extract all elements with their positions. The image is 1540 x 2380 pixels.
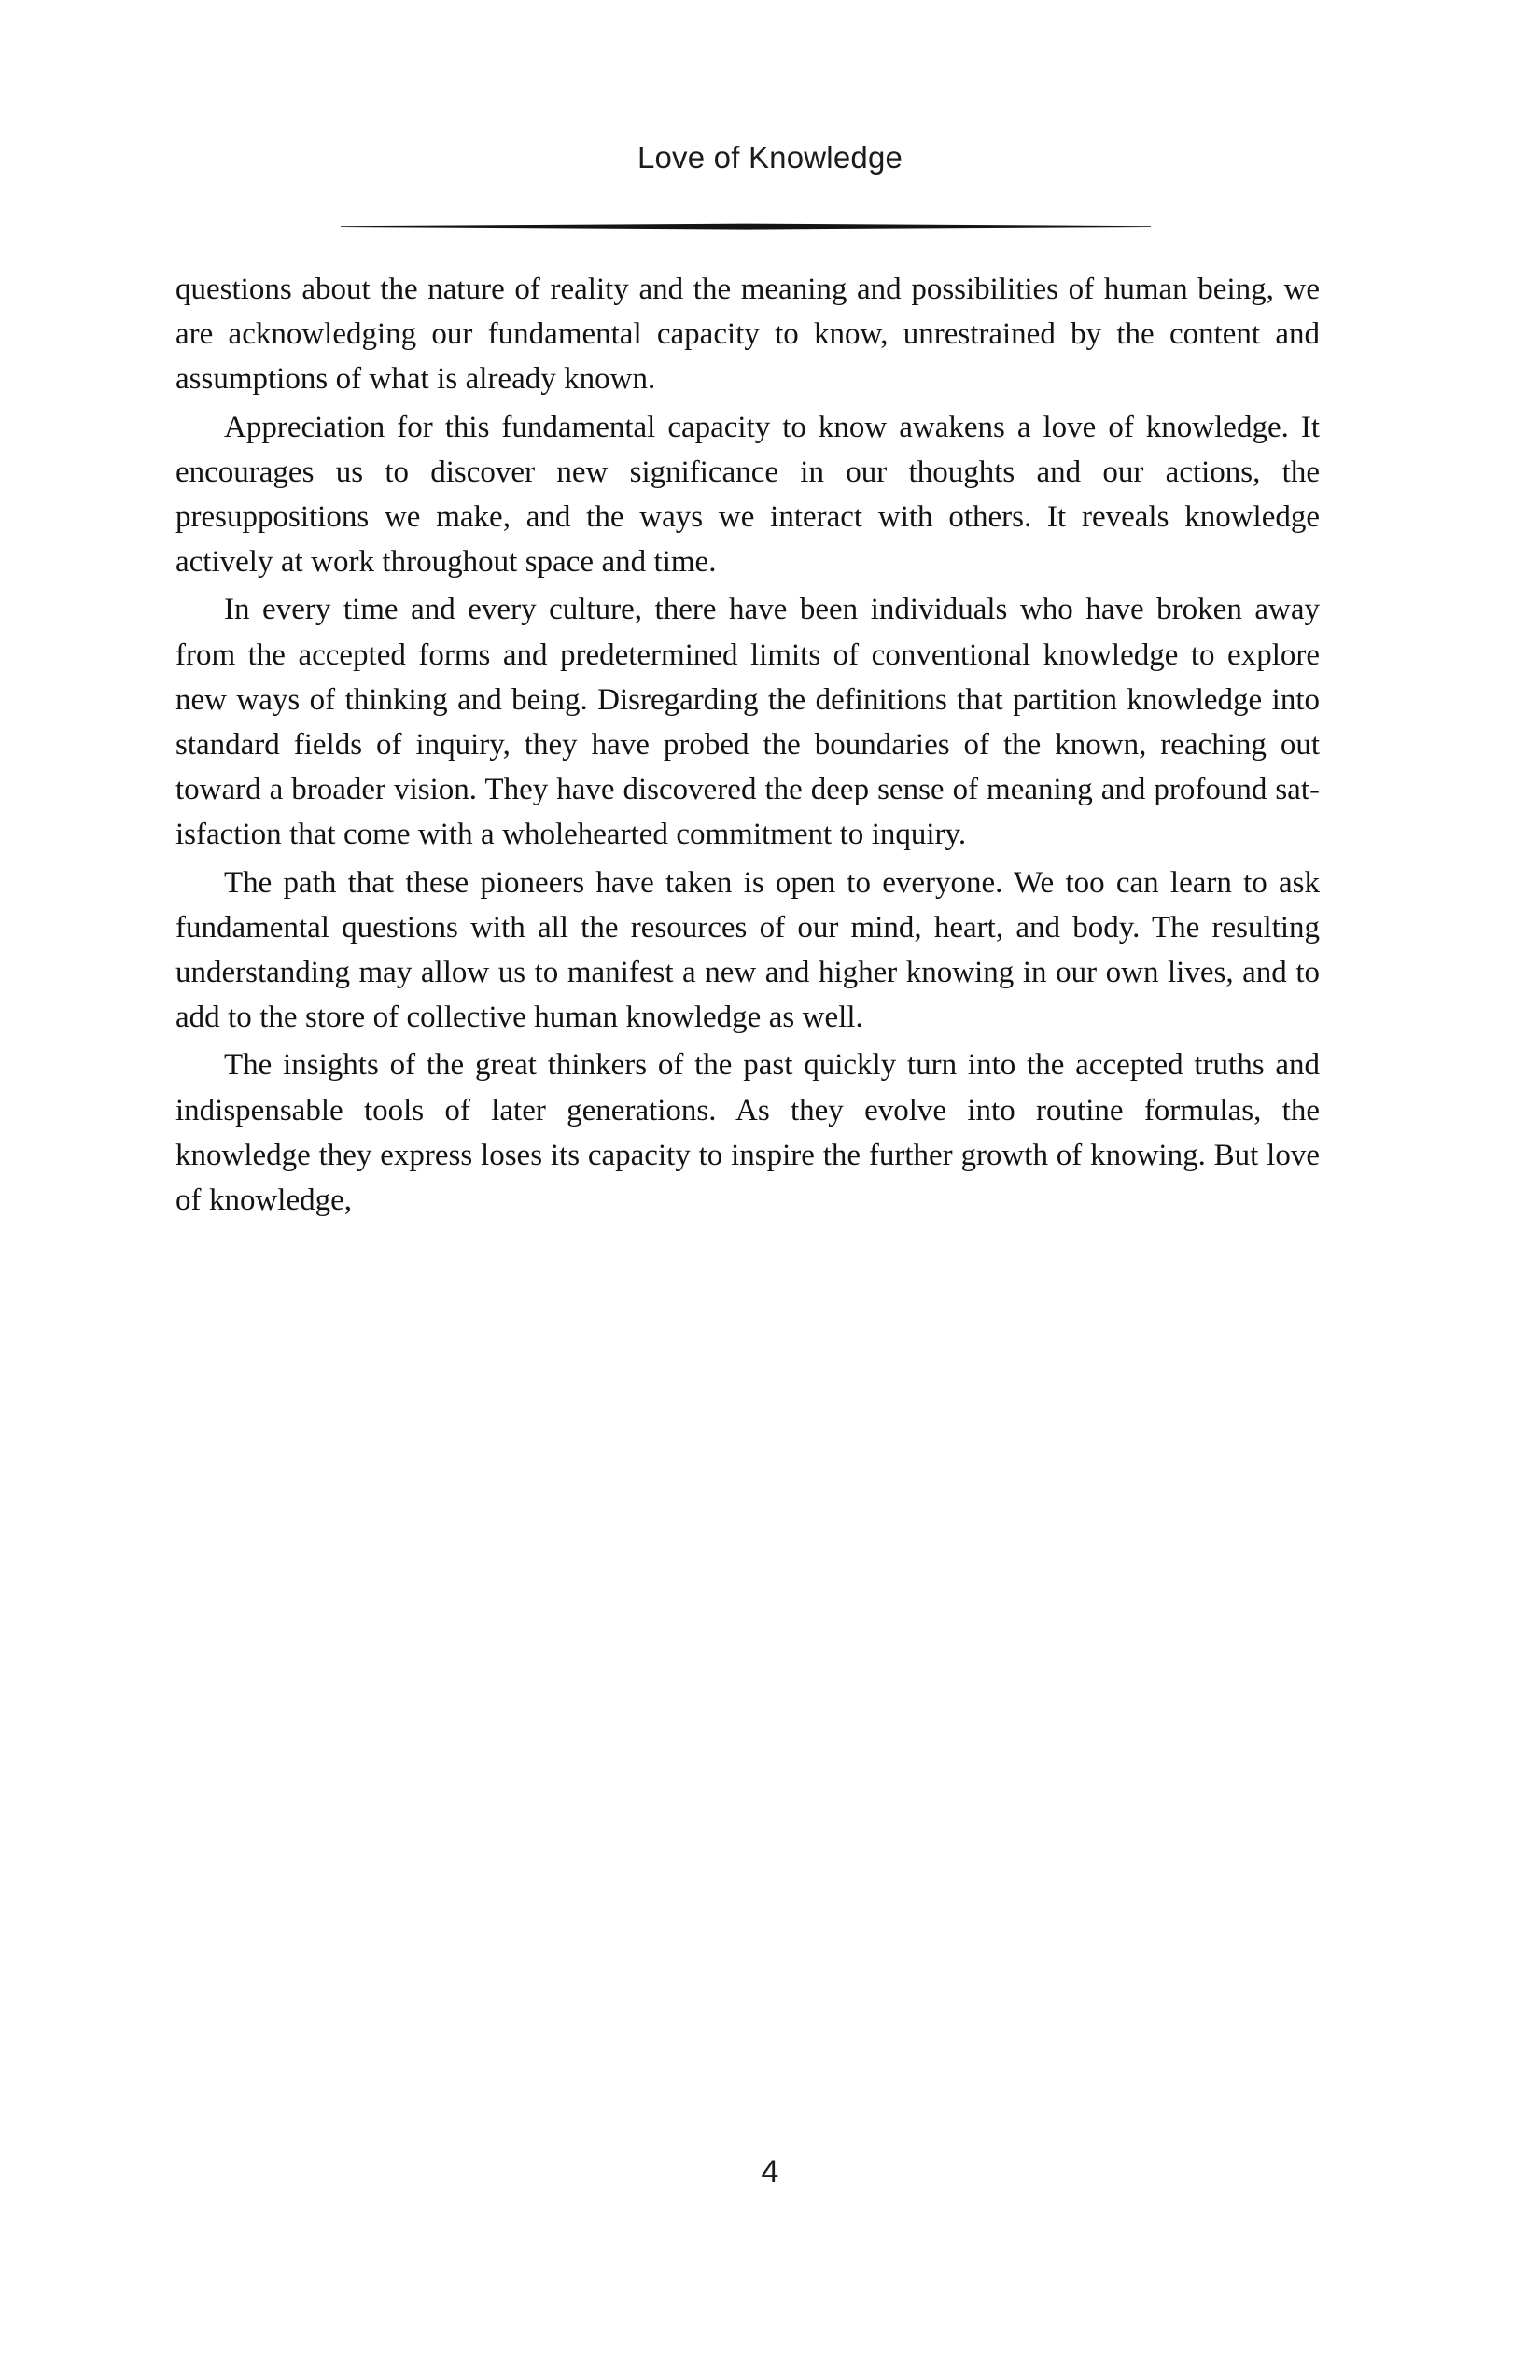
body-text-column — [175, 267, 1320, 1223]
paragraph-1: questions about the nature of reality and the meaning and possibilities of human being, we are acknowledging our fundamental capacity to know, unrestrained by the content and assumptions of what is already known. — [175, 273, 1320, 397]
header-divider-rule — [341, 220, 1151, 233]
paragraph-5: The insights of the great thinkers of the past quickly turn into the accepted truths and indispensable tools of later generations. As they evolve into routine formulas, the knowledge they express loses its capacity to inspire the further growth of knowing. But love of knowledge, — [175, 1048, 1320, 1218]
paragraph-4: The path that these pioneers have taken is open to everyone. We too can learn to ask fundamental questions with all the resources of our mind, heart, and body. The resulting understanding may allow us to manifest a new and higher knowing in our own lives, and to add to the store of collective human knowledge as well. — [175, 865, 1320, 1035]
page-number: 4 — [761, 2154, 779, 2190]
tapered-rule-icon — [341, 220, 1151, 233]
running-header-title: Love of Knowledge — [637, 140, 903, 175]
paragraph-3: In every time and every culture, there have been individuals who have broken away from the accepted forms and predetermined limits of conventional knowledge to explore new ways of thinking and being. Disregarding the definitions that partition knowledge into standard fields of inquiry, they have probed the boundaries of the known, reaching out toward a broader vision. They have discovered the deep sense of meaning and profound satisfaction that come with a wholehearted commitment to inquiry. — [175, 593, 1320, 852]
paragraph-2: Appreciation for this fundamental capacity to know awakens a love of knowledge. It encourages us to discover new significance in our thoughts and our actions, the presuppositions we make, and the ways we interact with others. It reveals knowledge actively at work throughout space and time. — [175, 410, 1320, 580]
